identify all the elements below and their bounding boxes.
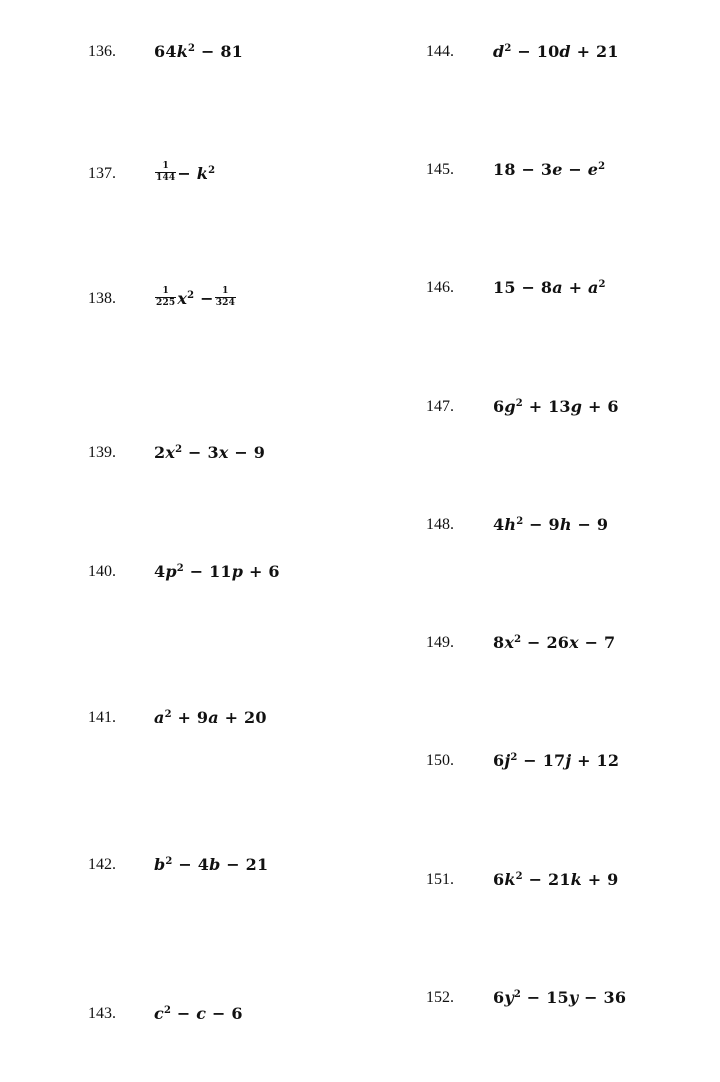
problem-expression: $6k^2 - 21k + 9$ [493, 870, 619, 889]
problem-expression: $4p^2 - 11p + 6$ [154, 562, 280, 581]
fraction-denominator: 144 [156, 173, 176, 183]
problem-expression: $6j^2 - 17j + 12$ [493, 751, 620, 770]
problem-expression: $64k^2 - 81$ [154, 42, 244, 61]
problem-expression: $c^2 - c - 6$ [154, 1004, 243, 1023]
problem-number: 147. [426, 398, 454, 415]
problem-number: 148. [426, 516, 454, 533]
fraction [155, 161, 176, 184]
problem-number: 144. [426, 43, 454, 60]
fraction-1 [155, 286, 176, 309]
expression-middle: $x^2$ − [177, 289, 214, 308]
problem-expression: $2x^2 - 3x - 9$ [154, 443, 266, 462]
problem-number: 140. [88, 563, 116, 580]
problem-number: 136. [88, 43, 116, 60]
problem-number: 152. [426, 989, 454, 1006]
problem-expression: $d^2 - 10d + 21$ [493, 42, 619, 61]
problem-number: 151. [426, 871, 454, 888]
problem-expression [154, 162, 215, 186]
problem-expression: $4h^2 - 9h - 9$ [493, 515, 609, 534]
problem-number: 149. [426, 634, 454, 651]
fraction-numerator: 1 [215, 286, 236, 298]
problem-expression: $a^2 + 9a + 20$ [154, 708, 267, 727]
fraction-denominator: 225 [156, 298, 176, 308]
problem-number: 146. [426, 279, 454, 296]
problem-number: 150. [426, 752, 454, 769]
problem-number: 141. [88, 709, 116, 726]
problem-expression: $6g^2 + 13g + 6$ [493, 397, 619, 416]
problem-number: 139. [88, 444, 116, 461]
problem-expression: $18 - 3e - e^2$ [493, 160, 606, 179]
problem-expression: $b^2 - 4b - 21$ [154, 855, 269, 874]
fraction-numerator: 1 [155, 286, 176, 298]
expression-rest: − $k^2$ [177, 164, 216, 183]
problem-expression [154, 287, 237, 311]
problem-number: 137. [88, 165, 116, 182]
problem-number: 143. [88, 1005, 116, 1022]
problem-number: 145. [426, 161, 454, 178]
fraction-2 [215, 286, 236, 309]
fraction-numerator: 1 [155, 161, 176, 173]
problem-expression: $6y^2 - 15y - 36$ [493, 988, 627, 1007]
problem-number: 138. [88, 290, 116, 307]
problem-expression: $15 - 8a + a^2$ [493, 278, 606, 297]
problem-number: 142. [88, 856, 116, 873]
problem-expression: $8x^2 - 26x - 7$ [493, 633, 616, 652]
fraction-denominator: 324 [215, 298, 236, 308]
